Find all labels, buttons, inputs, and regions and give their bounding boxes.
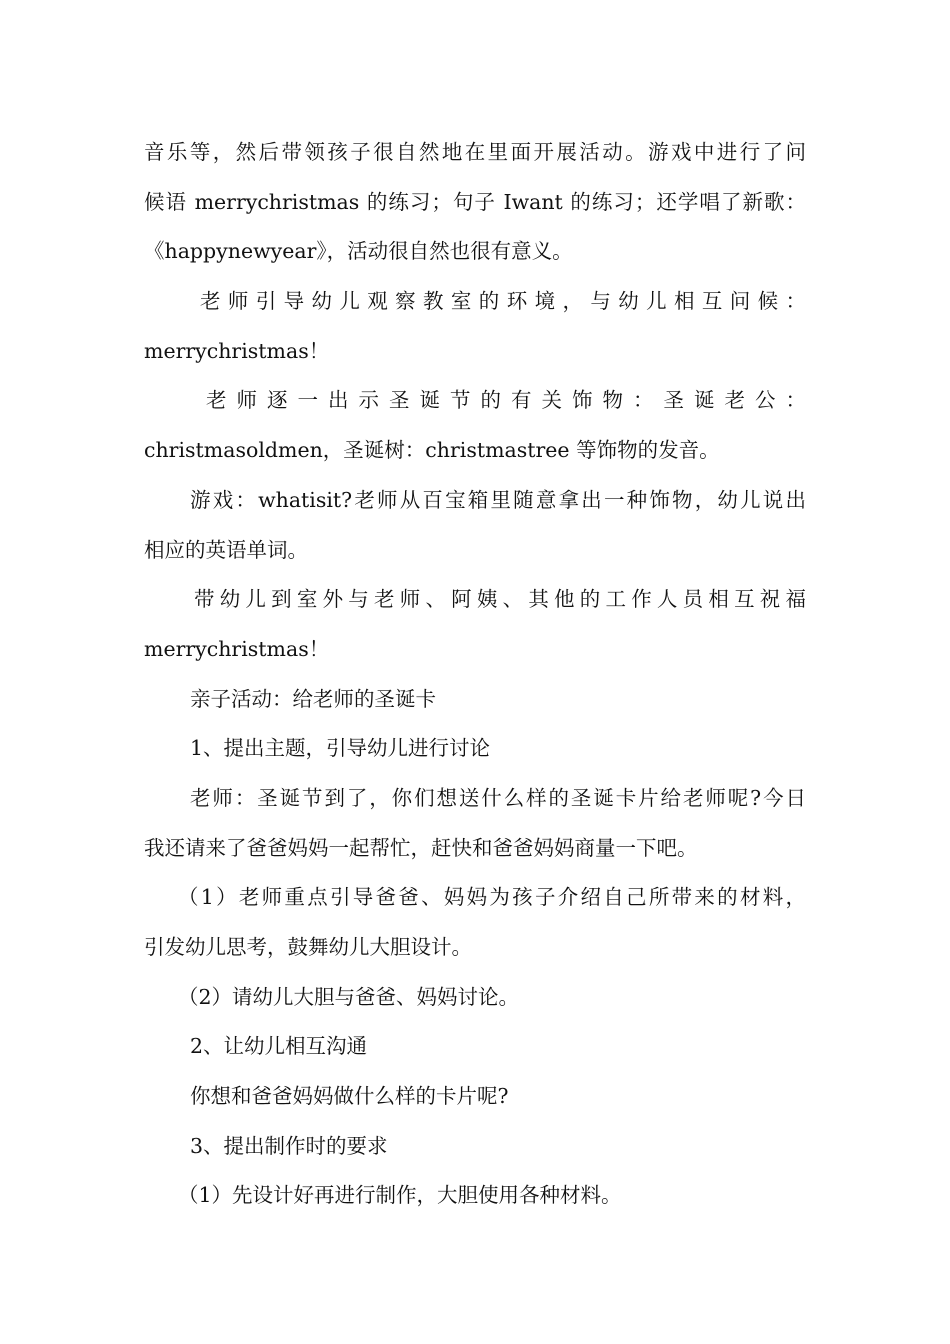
paragraph-line-10: 带幼儿到室外与老师、阿姨、其他的工作人员相互祝福 [194,587,806,612]
paragraph-line-8: 游戏：whatisit?老师从百宝箱里随意拿出一种饰物，幼儿说出 [190,487,806,512]
paragraph-line-9: 相应的英语单词。 [144,537,308,562]
paragraph-line-21: 3、提出制作时的要求 [190,1133,388,1158]
paragraph-line-3: 《happynewyear》，活动很自然也很有意义。 [144,239,573,264]
paragraph-line-16: （1）老师重点引导爸爸、妈妈为孩子介绍自己所带来的材料， [178,885,806,910]
paragraph-line-14: 老师：圣诞节到了，你们想送什么样的圣诞卡片给老师呢?今日 [190,785,806,810]
paragraph-line-15: 我还请来了爸爸妈妈一起帮忙，赶快和爸爸妈妈商量一下吧。 [144,835,698,860]
document-body [144,128,806,1221]
paragraph-line-1: 音乐等，然后带领孩子很自然地在里面开展活动。游戏中进行了问 [144,140,806,164]
paragraph-line-13: 1、提出主题，引导幼儿进行讨论 [190,736,491,761]
paragraph-line-5: merrychristmas！ [144,338,330,363]
paragraph-line-4: 老 师 引 导 幼 儿 观 察 教 室 的 环 境 ， 与 幼 儿 相 互 问 候 ： [200,289,806,314]
paragraph-line-11: merrychristmas！ [144,636,330,661]
paragraph-line-17: 引发幼儿思考，鼓舞幼儿大胆设计。 [144,935,472,959]
paragraph-line-12: 亲子活动：给老师的圣诞卡 [190,686,436,711]
paragraph-line-20: 你想和爸爸妈妈做什么样的卡片呢? [190,1084,509,1109]
paragraph-line-7: christmasoldmen，圣诞树：christmastree 等饰物的发音。 [144,438,720,463]
paragraph-line-22: （1）先设计好再进行制作，大胆使用各种材料。 [178,1183,622,1208]
paragraph-line-18: （2）请幼儿大胆与爸爸、妈妈讨论。 [178,984,520,1009]
paragraph-line-19: 2、让幼儿相互沟通 [190,1034,368,1059]
paragraph-line-2: 候语 merrychristmas 的练习；句子 Iwant 的练习；还学唱了新歌： [144,189,806,214]
paragraph-line-6: 老 师 逐 一 出 示 圣 诞 节 的 有 关 饰 物 ： 圣 诞 老 公 ： [206,388,806,413]
